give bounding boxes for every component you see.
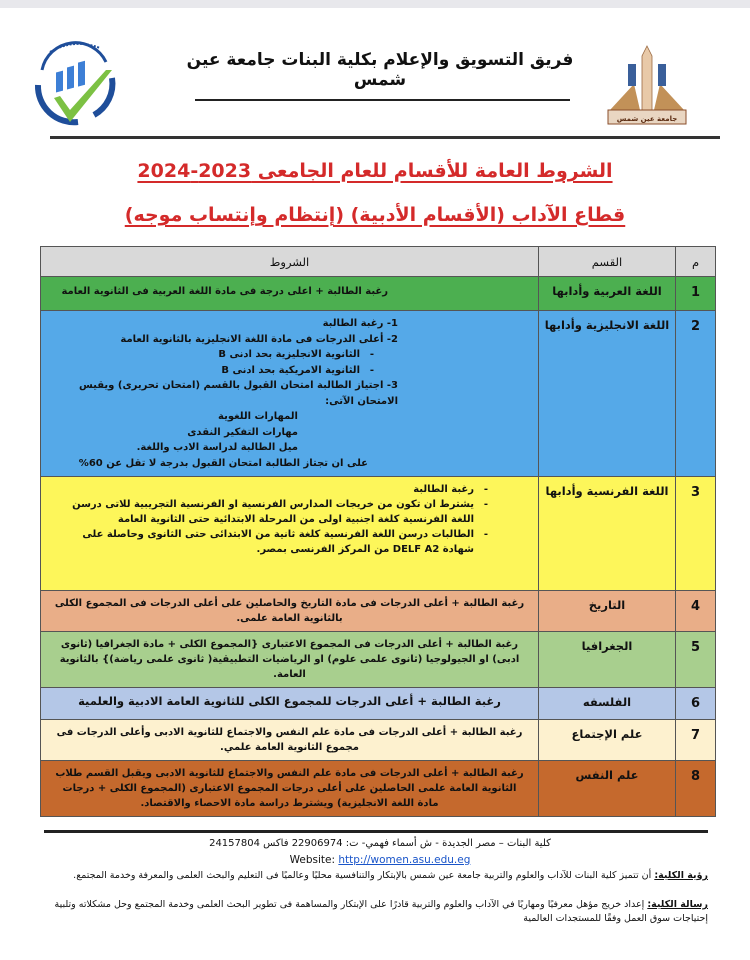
mission-text: إعداد خريج مؤهل معرفيًا ومهاريًا في الآداب والعلوم والتربية قادرًا على الإبتكار والمساهمة فى تطوير البحث العلمى وخدمة المجتمع وحل مشكلاته وتلبية إحتياجات سوق العمل وفقًا للمستجدات العالمية (54, 899, 708, 925)
row-conditions (41, 277, 539, 311)
row-conditions (41, 311, 539, 477)
main-title: الشروط العامة للأقسام للعام الجامعى 2023-2024 (137, 160, 613, 182)
condition-text: 2- أعلى الدرجات فى مادة اللغة الانجليزية بالثانوية العامة (120, 333, 398, 345)
table-row (41, 277, 716, 311)
footer-divider (44, 830, 708, 833)
condition-bullet: - يشترط ان تكون من خريجات المدارس الفرنسية او الفرنسية التجريبية للاتى درسن اللغة الفرنسية كلغة اجنبية اولى من المرحلة الابتدائية حتى الثانوية العامة (71, 497, 488, 527)
condition-bullet: - الثانوية الانجليزية بحد ادنى B (51, 347, 374, 363)
org-title-underline (195, 99, 570, 101)
top-bar (0, 0, 750, 8)
condition-text: المهارات اللغوية (218, 411, 298, 422)
ain-shams-university-logo-icon (604, 44, 690, 130)
quality-checkmark-logo-icon (28, 30, 120, 130)
table-header-row (41, 247, 716, 277)
document-page (0, 8, 750, 960)
condition-text: مهارات التفكير النقدى (187, 426, 298, 438)
row-num: 8 (676, 761, 716, 817)
website-link[interactable]: http://women.asu.edu.eg (338, 854, 471, 866)
row-num: 1 (676, 277, 716, 311)
row-num: 6 (676, 688, 716, 720)
footer-address: كلية البنات – مصر الجديدة - ش أسماء فهمي- ت: 22906974 فاكس 24157804 (209, 838, 551, 849)
condition-text: 1- رغبة الطالبة (322, 318, 398, 329)
row-dept: اللغة الفرنسية وأدابها (539, 477, 676, 591)
row-num: 7 (676, 720, 716, 761)
table-row (41, 311, 716, 477)
row-dept: التاريخ (539, 591, 676, 632)
row-num: 5 (676, 632, 716, 688)
condition-bullet: - رغبة الطالبة (71, 482, 488, 497)
condition-text: ميل الطالبة لدراسة الادب واللغة. (136, 442, 298, 453)
website-label: Website: (289, 854, 336, 866)
row-conditions: رغبة الطالبة + أعلى الدرجات فى المجموع الاعتبارى {المجموع الكلى + مادة الجغرافيا (ثانوى ادبى) او الجيولوجيا (ثانوى علمى علوم) او الرياضيات التطبيقية( ثانوى علمى رياضة)} بالثانوية العامة. (41, 632, 539, 688)
table-row (41, 761, 716, 817)
table-row (41, 591, 716, 632)
row-dept: الجغرافيا (539, 632, 676, 688)
row-dept: علم الإجتماع (539, 720, 676, 761)
row-conditions: رغبة الطالبة + أعلى الدرجات فى مادة التاريخ والحاصلين على أعلى الدرجات فى المجموع الكلى بالثانوية العامة علمى. (41, 591, 539, 632)
mission-paragraph (44, 898, 708, 927)
table-row (41, 720, 716, 761)
vision-label: رؤية الكلية: (654, 870, 708, 881)
row-num: 4 (676, 591, 716, 632)
header-divider (50, 136, 720, 139)
footer-website (40, 854, 720, 866)
condition-text: رغبة الطالبة + اعلى درجة فى مادة اللغة العربية فى الثانوية العامة (61, 286, 388, 297)
condition-text: 3- اجتياز الطالبة امتحان القبول بالقسم (امتحان تحريرى) ويقيس الامتحان الآتى: (79, 380, 398, 407)
row-conditions (41, 477, 539, 591)
row-dept: الفلسفه (539, 688, 676, 720)
org-title: فريق التسويق والإعلام بكلية البنات جامعة عين شمس (186, 50, 574, 90)
logo-caption: جامعة عين شمس (616, 115, 678, 123)
row-num: 3 (676, 477, 716, 591)
row-dept: اللغة الانجليزية وأدابها (539, 311, 676, 477)
header-num: م (676, 247, 716, 277)
row-conditions: رغبة الطالبة + أعلى الدرجات فى مادة علم النفس والاجتماع للثانوية الادبى وأعلى الدرجات فى مجموع الثانوية العامة علمي. (41, 720, 539, 761)
condition-bullet: - الطالبات درسن اللغة الفرنسية كلغة ثانية من الابتدائى حتى الثانوى وحاصلة على شهادة DELF A2 من المركز الفرنسى بمصر. (71, 527, 488, 557)
sub-title: قطاع الآداب (الأقسام الأدبية) (إنتظام وإنتساب موجه) (124, 204, 626, 226)
condition-bullet: - الثانوية الامريكية بحد ادنى B (51, 363, 374, 379)
table-row (41, 688, 716, 720)
conditions-table (40, 246, 716, 817)
row-num: 2 (676, 311, 716, 477)
header-dept: القسم (539, 247, 676, 277)
vision-paragraph (44, 869, 708, 883)
table-row (41, 477, 716, 591)
row-dept: اللغة العربية وأدابها (539, 277, 676, 311)
row-conditions: رغبة الطالبة + أعلى الدرجات فى مادة علم النفس والاجتماع للثانوية الادبى ويقبل القسم طلاب الثانوية العامة علمى الحاصلين على أعلى درجات المجموع الاعتبارى (المجموع الكلى + درجات مادة اللغة الانجليزية) ويشترط دراسة مادة الاحصاء والاقتصاد. (41, 761, 539, 817)
mission-label: رسالة الكلية: (647, 899, 708, 910)
row-conditions: رغبة الطالبة + أعلى الدرجات للمجموع الكلى للثانوية العامة الادبية والعلمية (41, 688, 539, 720)
vision-text: أن تتميز كلية البنات للآداب والعلوم والتربية جامعة عين شمس بالإبتكار والتنافسية محليًا وعالميًا فى التعليم والبحث العلمى والمعرفة وخدمة المجتمع. (73, 870, 655, 881)
condition-text: على ان تجتاز الطالبة امتحان القبول بدرجة لا تقل عن 60% (78, 457, 368, 469)
header-conditions: الشروط (41, 247, 539, 277)
table-row (41, 632, 716, 688)
row-dept: علم النفس (539, 761, 676, 817)
